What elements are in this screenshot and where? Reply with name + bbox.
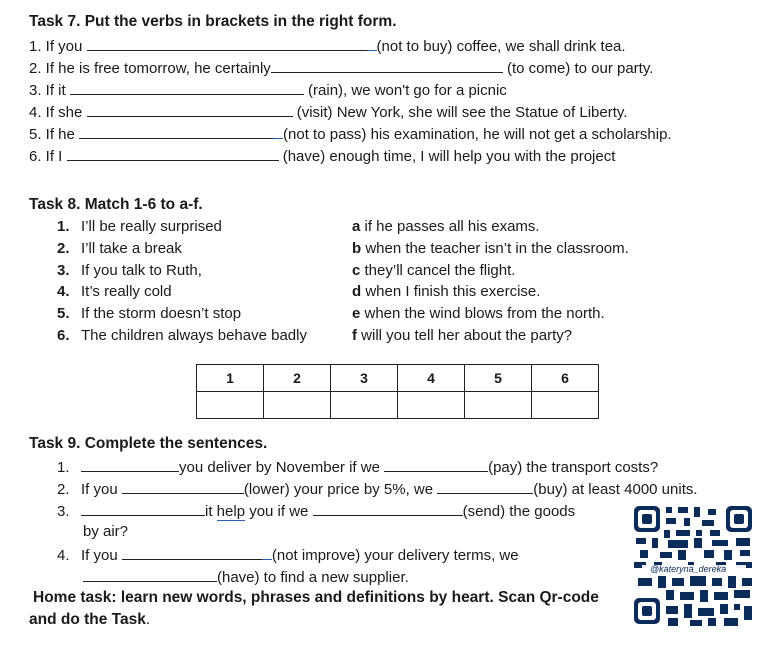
answer-table-header: 6	[532, 365, 599, 392]
home-task-line-1: Home task: learn new words, phrases and definitions by heart. Scan Qr-code	[33, 589, 599, 606]
answer-cell[interactable]	[398, 392, 465, 419]
answer-blank[interactable]	[67, 146, 279, 161]
answer-blank-tail	[273, 124, 283, 139]
match-left-4: 4. It’s really cold	[57, 283, 172, 300]
task9-sentence-4-cont: (have) to find a new supplier.	[83, 567, 409, 587]
match-right-c: c they’ll cancel the flight.	[352, 262, 516, 279]
home-task-line-2: and do the Task.	[29, 611, 151, 628]
task7-title: Task 7. Put the verbs in brackets in the right form.	[29, 13, 397, 30]
match-left-1: 1. I’ll be really surprised	[57, 218, 222, 235]
match-left-6: 6. The children always behave badly	[57, 327, 307, 344]
match-left-2: 2. I’ll take a break	[57, 240, 182, 257]
answer-blank[interactable]	[384, 457, 488, 472]
task7-item-6: 6. If I (have) enough time, I will help you with the project	[29, 148, 616, 165]
task9-sentence-2: 2. If you (lower) your price by 5%, we (buy) at least 4000 units.	[57, 481, 698, 498]
answer-blank[interactable]	[81, 457, 179, 472]
match-left-5: 5. If the storm doesn’t stop	[57, 305, 242, 322]
task7-item-4: 4. If she (visit) New York, she will see the Statue of Liberty.	[29, 104, 628, 121]
answer-blank[interactable]	[70, 80, 304, 95]
task8-title: Task 8. Match 1-6 to a-f.	[29, 196, 203, 213]
task9-sentence-3: 3. it help you if we (send) the goods	[57, 503, 576, 520]
answer-blank[interactable]	[122, 545, 262, 560]
answer-blank[interactable]	[313, 501, 463, 516]
answer-table-answer-row	[197, 392, 599, 419]
match-left-3: 3. If you talk to Ruth,	[57, 262, 202, 279]
answer-blank[interactable]	[87, 102, 293, 117]
answer-table-header-row	[197, 365, 599, 392]
match-right-a: a if he passes all his exams.	[352, 218, 540, 235]
task9-title: Task 9. Complete the sentences.	[29, 435, 268, 452]
task7-item-1: 1. If you (not to buy) coffee, we shall drink tea.	[29, 38, 626, 55]
match-right-b: b when the teacher isn’t in the classroom.	[352, 240, 629, 257]
answer-blank-tail	[262, 545, 272, 560]
answer-blank[interactable]	[79, 124, 273, 139]
task9-sentence-3-cont: by air?	[83, 523, 129, 540]
answer-cell[interactable]	[264, 392, 331, 419]
answer-cell[interactable]	[197, 392, 264, 419]
answer-blank[interactable]	[122, 479, 244, 494]
match-right-f: f will you tell her about the party?	[352, 327, 573, 344]
task7-item-2: 2. If he is free tomorrow, he certainly (to come) to our party.	[29, 60, 654, 77]
answer-table-header: 1	[197, 365, 264, 392]
answer-blank[interactable]	[87, 36, 367, 51]
answer-blank[interactable]	[81, 501, 205, 516]
task7-item-3: 3. If it (rain), we won't go for a picnic	[29, 82, 507, 99]
answer-table	[196, 364, 599, 419]
task9-sentence-1: 1. you deliver by November if we (pay) the transport costs?	[57, 459, 659, 476]
answer-blank[interactable]	[271, 58, 503, 73]
answer-cell[interactable]	[465, 392, 532, 419]
task9-sentence-4: 4. If you (not improve) your delivery terms, we	[57, 547, 519, 564]
answer-table-header: 5	[465, 365, 532, 392]
answer-cell[interactable]	[532, 392, 599, 419]
qr-code[interactable]	[632, 504, 754, 628]
answer-table-header: 3	[331, 365, 398, 392]
answer-table-header: 2	[264, 365, 331, 392]
qr-caption: @kateryna_dereka	[650, 564, 727, 574]
answer-cell[interactable]	[331, 392, 398, 419]
answer-table-header: 4	[398, 365, 465, 392]
answer-blank[interactable]	[83, 567, 217, 582]
answer-blank-tail	[367, 36, 377, 51]
match-right-d: d when I finish this exercise.	[352, 283, 541, 300]
answer-blank[interactable]	[437, 479, 533, 494]
match-right-e: e when the wind blows from the north.	[352, 305, 605, 322]
task7-item-5: 5. If he (not to pass) his examination, he will not get a scholarship.	[29, 126, 672, 143]
